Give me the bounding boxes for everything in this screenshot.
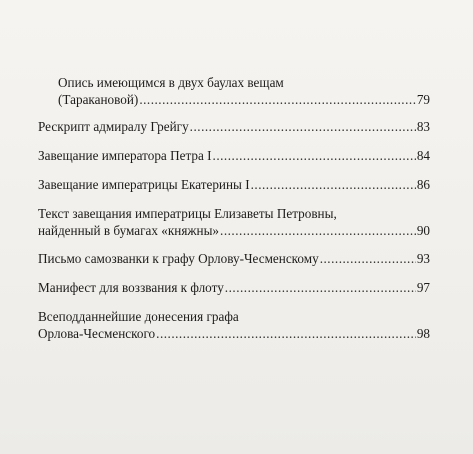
toc-entry-title-end: Завещание императрицы Екатерины I	[38, 177, 250, 192]
toc-entry-leader-line	[58, 91, 430, 108]
toc-entry	[38, 205, 430, 239]
toc-entry-leader-line	[38, 325, 430, 342]
toc-entry-title-end: Манифест для воззвания к флоту	[38, 280, 224, 295]
toc-entry	[38, 118, 430, 135]
toc-entry-leader-line	[38, 250, 430, 267]
toc-entry-title-end: (Таракановой)	[58, 92, 139, 107]
toc-entry-title-end: найденный в бумагах «княжны»	[38, 223, 220, 238]
dot-leader	[320, 250, 416, 267]
toc-page-number: 79	[416, 92, 430, 107]
toc-entry-title-line: Опись имеющимся в двух баулах вещам	[58, 75, 284, 90]
toc-page-number: 83	[416, 119, 430, 134]
toc-entry-title-end: Завещание императора Петра I	[38, 148, 212, 163]
toc-entry	[38, 279, 430, 296]
dot-leader	[156, 325, 416, 342]
toc-entry	[38, 74, 430, 108]
dot-leader	[225, 279, 416, 296]
dot-leader	[220, 222, 416, 239]
toc-entry-title-line: Текст завещания императрицы Елизаветы Петровны,	[38, 206, 337, 221]
toc-entry	[38, 308, 430, 342]
toc-page-number: 90	[416, 223, 430, 238]
table-of-contents	[38, 74, 430, 342]
toc-entry-leader-line	[38, 222, 430, 239]
dot-leader	[190, 118, 416, 135]
toc-page-number: 93	[416, 251, 430, 266]
toc-entry-title-end: Орлова-Чесменского	[38, 326, 156, 341]
dot-leader	[213, 147, 416, 164]
toc-entry	[38, 176, 430, 193]
toc-page-number: 86	[416, 177, 430, 192]
toc-entry	[38, 147, 430, 164]
toc-entry-title-end: Письмо самозванки к графу Орлову-Чесменскому	[38, 251, 319, 266]
toc-entry-leader-line	[38, 176, 430, 193]
toc-entry-leader-line	[38, 118, 430, 135]
toc-entry-leader-line	[38, 147, 430, 164]
toc-entry	[38, 250, 430, 267]
toc-page-number: 98	[416, 326, 430, 341]
toc-page-number: 97	[416, 280, 430, 295]
toc-entry-title-end: Рескрипт адмиралу Грейгу	[38, 119, 189, 134]
dot-leader	[251, 176, 416, 193]
dot-leader	[139, 91, 416, 108]
toc-page-number: 84	[416, 148, 430, 163]
toc-entry-leader-line	[38, 279, 430, 296]
toc-entry-title-line: Всеподданнейшие донесения графа	[38, 309, 239, 324]
